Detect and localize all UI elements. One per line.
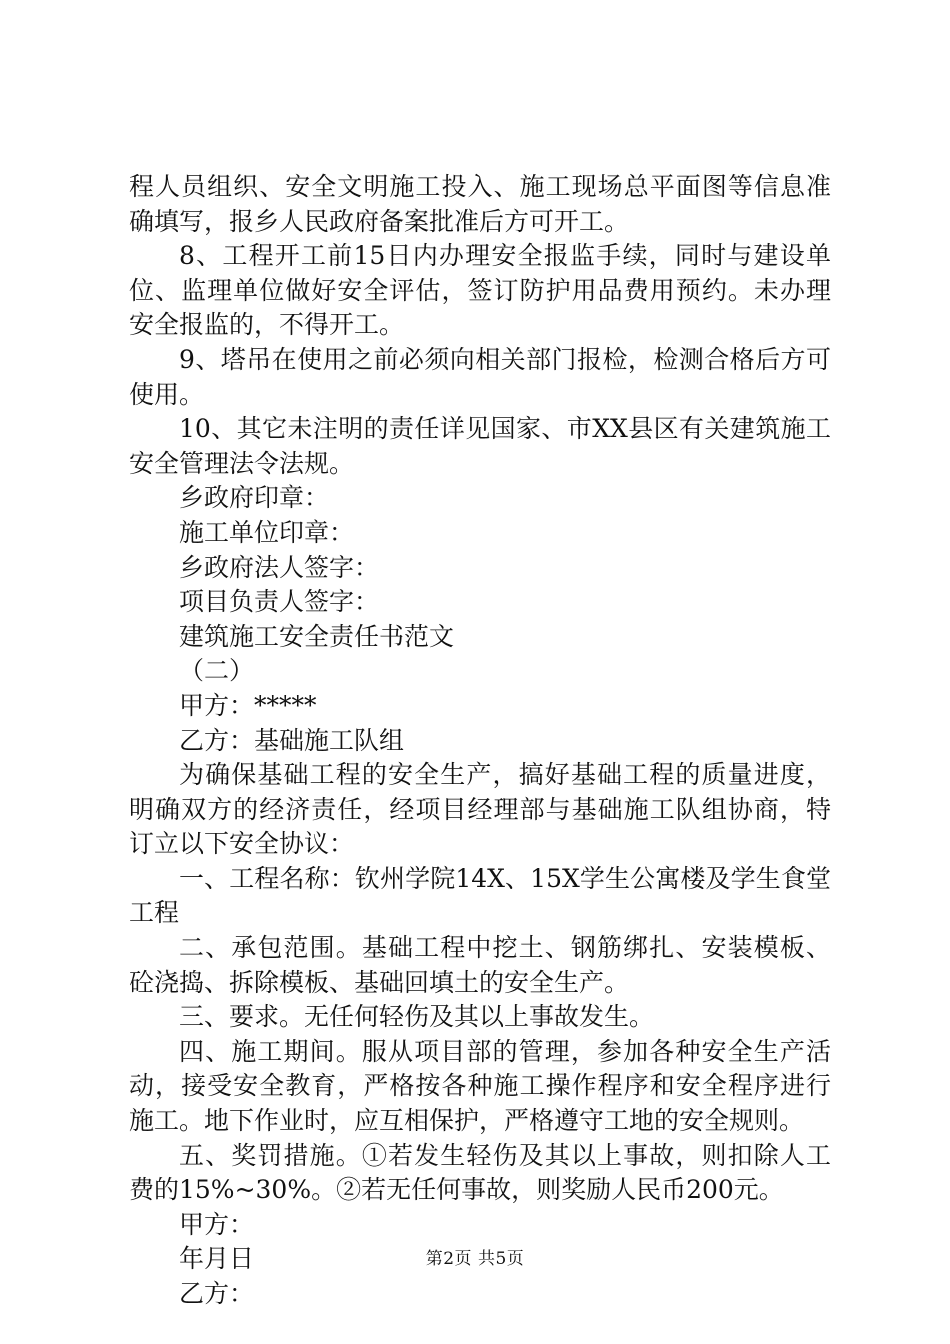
body-line: 工程	[129, 898, 180, 928]
body-line: 二、承包范围。基础工程中挖土、钢筋绑扎、安装模板、	[179, 933, 831, 963]
body-line: 确填写，报乡人民政府备案批准后方可开工。	[129, 206, 630, 236]
signature-label: 乙方：	[179, 1279, 255, 1308]
signature-label: 施工单位印章：	[179, 517, 355, 547]
body-line: 三、要求。无任何轻伤及其以上事故发生。	[179, 1002, 655, 1032]
page-number: 第2页 共5页	[425, 1249, 525, 1269]
body-line: 一、工程名称：钦州学院14X、15X学生公寓楼及学生食堂	[179, 863, 831, 893]
section-title: 建筑施工安全责任书范文	[179, 621, 455, 651]
body-line: 明确双方的经济责任，经项目经理部与基础施工队组协商，特	[129, 794, 831, 824]
body-line: 安全报监的，不得开工。	[129, 310, 405, 340]
date-label: 年月日	[179, 1244, 255, 1274]
party-a: 甲方：*****	[179, 690, 317, 720]
body-line: 施工。地下作业时，应互相保护，严格遵守工地的安全规则。	[129, 1106, 805, 1136]
body-line: 动，接受安全教育，严格按各种施工操作程序和安全程序进行	[129, 1071, 831, 1101]
signature-label: 甲方：	[179, 1209, 255, 1239]
body-line: 8、工程开工前15日内办理安全报监手续，同时与建设单	[179, 241, 831, 271]
signature-label: 项目负责人签字：	[179, 587, 380, 617]
body-line: 10、其它未注明的责任详见国家、市XX县区有关建筑施工	[179, 414, 831, 444]
section-subtitle: （二）	[179, 656, 255, 686]
body-line: 四、施工期间。服从项目部的管理，参加各种安全生产活	[179, 1036, 831, 1066]
body-line: 费的15%~30%。②若无任何事故，则奖励人民币200元。	[129, 1175, 784, 1205]
body-line: 9、塔吊在使用之前必须向相关部门报检，检测合格后方可	[179, 344, 831, 374]
body-line: 订立以下安全协议：	[129, 829, 355, 859]
body-line: 安全管理法令法规。	[129, 448, 355, 478]
body-line: 位、监理单位做好安全评估，签订防护用品费用预约。未办理	[129, 275, 831, 305]
document-body	[129, 170, 831, 1312]
signature-label: 乡政府法人签字：	[179, 552, 380, 582]
body-line: 程人员组织、安全文明施工投入、施工现场总平面图等信息准	[129, 172, 831, 201]
body-line: 为确保基础工程的安全生产，搞好基础工程的质量进度，	[179, 760, 831, 790]
signature-label: 乡政府印章：	[179, 483, 330, 513]
body-line: 五、奖罚措施。①若发生轻伤及其以上事故，则扣除人工	[179, 1140, 831, 1170]
body-line: 砼浇捣、拆除模板、基础回填土的安全生产。	[129, 967, 630, 997]
party-b: 乙方：基础施工队组	[179, 725, 405, 755]
body-line: 使用。	[129, 379, 205, 409]
